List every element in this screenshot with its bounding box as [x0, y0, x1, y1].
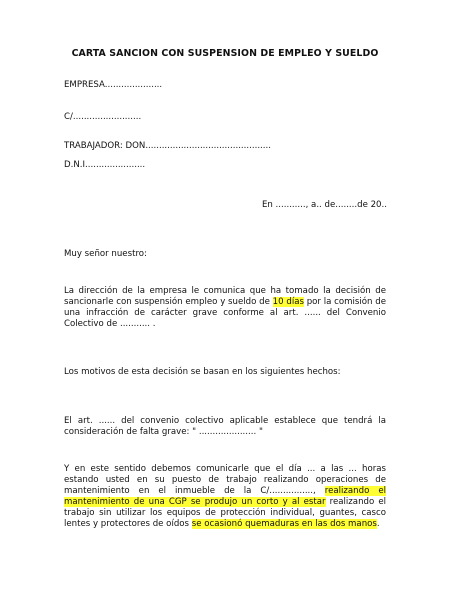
article-paragraph: El art. ...... del convenio colectivo aplicable establece que tendrá la consideración de falta grave: " ..................... " [64, 416, 386, 437]
highlight-injury: se ocasionó quemaduras en las dos manos [191, 519, 377, 529]
dni-line: D.N.I...................... [64, 160, 146, 170]
decision-text-a: La dirección de la empresa le comunica que ha tomado la decisión de sancionarle con suspensión empleo y sueldo de [64, 286, 386, 307]
document-title: CARTA SANCION CON SUSPENSION DE EMPLEO Y SUELDO [71, 48, 379, 59]
facts-text-a: Y en este sentido debemos comunicarle que el día ... a las ... horas estando usted en su puesto de trabajo realizando operaciones de mantenimiento en el inmueble de la C/................, [64, 464, 386, 496]
facts-text-c: . [376, 519, 380, 529]
decision-paragraph [64, 286, 386, 330]
reasons-intro: Los motivos de esta decisión se basan en los siguientes hechos: [64, 367, 341, 377]
date-line: En ..........., a.. de........de 20.. [261, 200, 387, 210]
highlight-days: 10 días [272, 297, 304, 307]
greeting: Muy señor nuestro: [64, 249, 147, 259]
facts-paragraph [64, 464, 386, 530]
address-line: C/......................... [64, 112, 142, 122]
decision-text-b: por la comisión de una infracción de carácter grave conforme al art. ...... del Convenio Colectivo de ........... . [64, 297, 386, 329]
empresa-line: EMPRESA..................... [64, 80, 163, 90]
highlight-cgp: realizando el mantenimiento de una CGP se produjo un corto y al estar [64, 486, 386, 507]
worker-line: TRABAJADOR: DON.............................................. [64, 141, 271, 151]
facts-text-b: realizando el trabajo sin utilizar los equipos de protección individual, guantes, casco lentes y protectores de oídos [64, 497, 386, 529]
